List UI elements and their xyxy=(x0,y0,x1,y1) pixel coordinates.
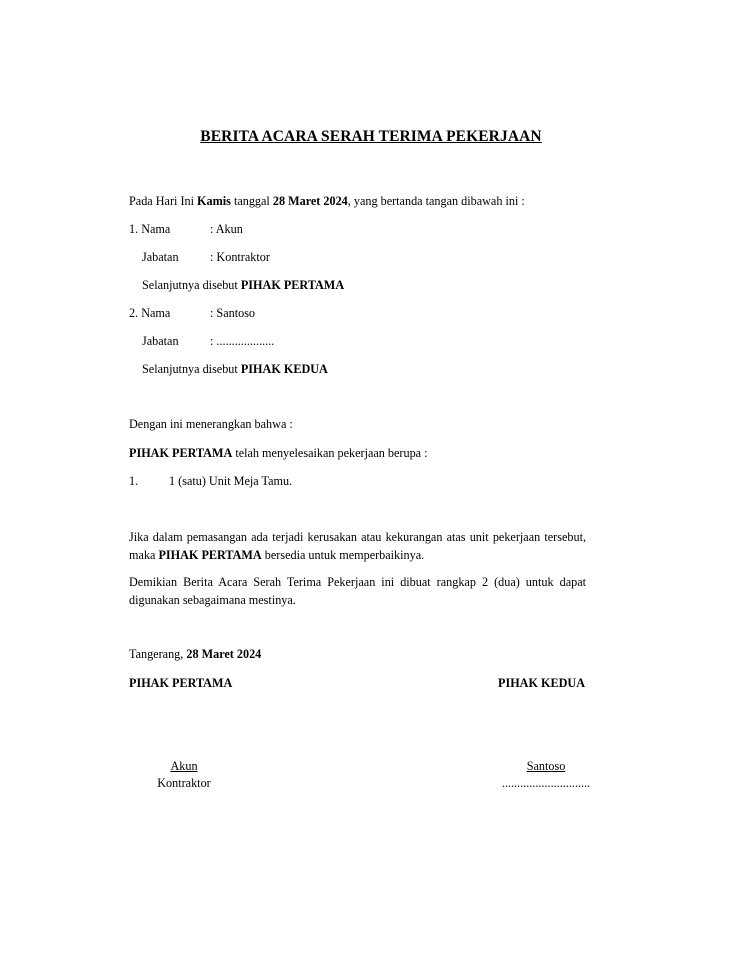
work-intro-line: PIHAK PERTAMA telah menyelesaikan pekerjaan berupa : xyxy=(129,446,428,460)
party1-name-label: 1. Nama xyxy=(129,222,171,236)
closing-clause: Demikian Berita Acara Serah Terima Pekerjaan ini dibuat rangkap 2 (dua) untuk dapat digunakan sebagaimana mestinya. xyxy=(129,575,586,607)
party1-position-label: Jabatan xyxy=(142,250,179,264)
party2-name-label: 2. Nama xyxy=(129,306,171,320)
party1-referred: Selanjutnya disebut PIHAK PERTAMA xyxy=(142,278,345,292)
signature-left-position: Kontraktor xyxy=(157,776,211,790)
party1-position-value: : Kontraktor xyxy=(210,250,270,264)
work-item-text: 1 (satu) Unit Meja Tamu. xyxy=(169,474,293,488)
statement-line: Dengan ini menerangkan bahwa : xyxy=(129,417,293,431)
party2-position-label: Jabatan xyxy=(142,334,179,348)
party2-name-value: : Santoso xyxy=(210,306,256,320)
party1-name-value: : Akun xyxy=(210,222,243,236)
damage-clause: Jika dalam pemasangan ada terjadi kerusakan atau kekurangan atas unit pekerjaan tersebut, maka PIHAK PERTAMA bersedia untuk memperbaikinya. xyxy=(129,530,586,562)
document-title: BERITA ACARA SERAH TERIMA PEKERJAAN xyxy=(200,128,542,145)
intro-day: Kamis xyxy=(197,194,231,208)
party2-position-value: : ................... xyxy=(210,334,275,348)
party2-referred: Selanjutnya disebut PIHAK KEDUA xyxy=(142,362,328,376)
signature-left-name: Akun xyxy=(170,759,198,773)
signature-right-name: Santoso xyxy=(526,759,566,773)
signature-left-heading: PIHAK PERTAMA xyxy=(129,676,233,690)
signature-right-heading: PIHAK KEDUA xyxy=(498,676,586,690)
intro-line: Pada Hari Ini Kamis tanggal 28 Maret 2024, yang bertanda tangan dibawah ini : xyxy=(129,194,525,208)
intro-date: 28 Maret 2024 xyxy=(272,194,348,208)
work-item-number: 1. xyxy=(129,474,139,488)
place-date: Tangerang, 28 Maret 2024 xyxy=(129,647,262,661)
signature-right-position: ............................. xyxy=(501,776,591,790)
